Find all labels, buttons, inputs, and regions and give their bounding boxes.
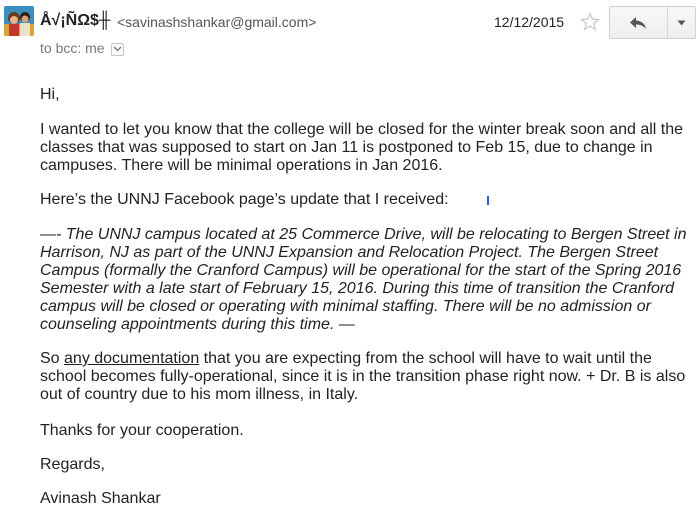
message-header [0,0,700,60]
recipients-line [40,40,124,56]
paragraph4-rest: that you are expecting from the school will have to wait until the school becomes fully-operational, since it is in the transition phase right now. + Dr. B is also out of country due to his mom illness, in Italy. [40,350,686,403]
quoted-update [40,226,690,334]
paragraph-documentation [40,350,690,404]
paragraph4-start: So [40,350,65,367]
signature: Avinash Shankar [40,490,161,507]
reply-button[interactable] [610,7,668,38]
text-cursor-mark [487,196,489,205]
more-options-button[interactable] [668,7,695,38]
avatar-image [4,6,34,36]
chevron-down-icon [113,46,122,52]
greeting: Hi, [40,86,60,103]
paragraph-facebook-update: Here’s the UNNJ Facebook page’s update that I received: [40,191,449,208]
reply-icon [629,16,647,30]
show-details-button[interactable] [111,43,124,56]
sender-email: <savinashshankar@gmail.com> [117,14,317,30]
dropdown-arrow-icon [677,20,686,26]
message-date: 12/12/2015 [494,14,565,30]
star-button[interactable] [580,12,600,32]
star-icon [580,12,600,32]
quote-prefix: —- [40,226,62,243]
avatar[interactable] [4,6,34,36]
reply-button-group [609,6,696,39]
quote-suffix: — [338,316,355,333]
quote-text: The UNNJ campus located at 25 Commerce Drive, will be relocating to Bergen Street in Harrison, NJ as part of the UNNJ Expansion and Relocation Project. The Bergen Street Campus (formally the Cranford Campus) will be operational for the start of the Spring 2016 Semester with a late start of February 15, 2016. During this time of transition the Cranford campus will be closed or operating with minimal staffing. There will be no admission or counseling appointments during this time. [40,226,687,333]
regards-line: Regards, [40,456,105,473]
documentation-highlight: any documentation [64,350,200,367]
paragraph-closure-notice: I wanted to let you know that the college will be closed for the winter break soon and all the classes that was supposed to start on Jan 11 is postponed to Feb 15, due to change in campuses. There will be minimal operations in Jan 2016. [40,121,684,174]
sender-name[interactable]: Å√¡ÑΩ$╫ [40,12,111,29]
recipients-text: to bcc: me [40,40,105,56]
thanks-line: Thanks for your cooperation. [40,422,244,439]
